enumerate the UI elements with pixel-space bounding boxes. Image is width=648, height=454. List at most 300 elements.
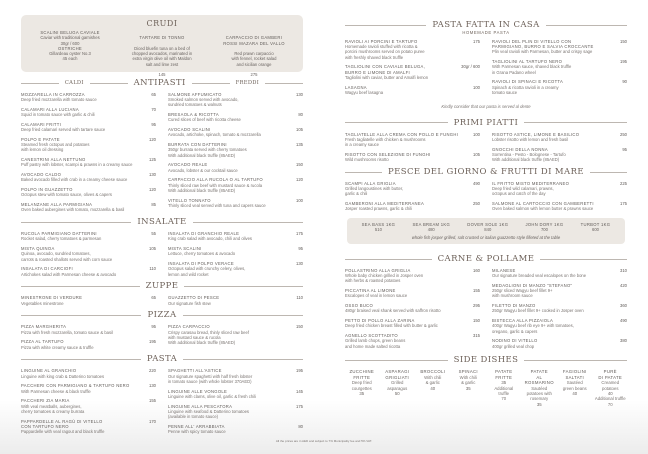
side-name: SPINACI: [458, 369, 478, 375]
two-column-items: [21, 92, 303, 217]
freddi-label: FREDDI: [235, 80, 260, 86]
divider-line: [345, 122, 448, 123]
item-price: 155: [149, 398, 156, 404]
section-title: SIDE DISHES: [453, 355, 519, 366]
item-name: GAMBERONI ALLA MEDITERRANEA: [345, 201, 425, 207]
item-desc: 400gr Wagyu beef rib eye 9+ with tomatoes, oregano, garlic & capers: [492, 323, 574, 334]
side-desc: Sautéed potatoes with rosemary: [526, 385, 552, 402]
item-price: 95: [622, 146, 627, 152]
item-name: BISTECCA ALLA PIZZAIOLA: [492, 318, 554, 324]
item-name: GUAZZETTO DI PESCE: [168, 295, 220, 301]
item-price: 220: [149, 368, 156, 374]
two-column-items: [21, 231, 303, 281]
side-price: 35: [465, 385, 471, 391]
item-desc: Pizza with white creamy sauce & truffle: [21, 344, 94, 350]
side-price: 35: [536, 401, 542, 407]
item-desc: Pizza with fresh mozzarella, tomato sauce & basil: [21, 329, 113, 335]
item-name: PENNE ALL' ARRABBIATA: [168, 423, 225, 429]
zuppe-header: [21, 281, 303, 291]
menu-item: [168, 295, 303, 305]
item-price: 250: [473, 201, 480, 207]
item-desc: Puff pastry with lobster, scampi & prawns in a creamy sauce: [21, 162, 133, 168]
menu-item: [168, 162, 303, 172]
menu-item: [492, 303, 627, 313]
fish-price: 840: [484, 227, 492, 233]
right-items: [168, 324, 303, 354]
menu-item: [492, 268, 627, 278]
menu-item: [168, 368, 303, 384]
pasta-casa-section: [345, 39, 627, 100]
left-items: [345, 181, 480, 216]
item-name: INSALATA DI POLPO VERACE: [168, 261, 234, 267]
item-name: PIZZA MARGHERITA: [21, 324, 67, 330]
menu-item: [21, 368, 156, 378]
left-items: [21, 368, 156, 438]
side-desc: Sautéed green beans: [562, 380, 587, 391]
menu-item: [168, 92, 303, 108]
section-title: PIZZA: [147, 310, 177, 321]
item-desc: Linguine with king crab & Datterino tomatoes: [21, 373, 105, 379]
item-name: FILETTO DI MANZO: [492, 303, 536, 309]
item-price: 95: [298, 246, 303, 252]
item-price: 120: [296, 177, 303, 183]
item-desc: 350gr burrata served with cherry tomatoes With additional black truffle (85AED): [168, 147, 247, 158]
item-name: RISOTTO CON SELEZIONE DI FUNGHI: [345, 151, 431, 157]
item-price: 310: [620, 267, 627, 273]
item-name: IL FRITTO MISTO MEDITERRANEO: [492, 180, 570, 186]
item-name: BURRATA CON DATTERINI: [168, 142, 227, 148]
item-desc: Red prawn carpaccio with fennel, rocket salad and sicilian orange: [231, 51, 277, 67]
item-desc: Octopus salad with crunchy celery, olives, lemon and wild rocket: [168, 266, 246, 277]
item-name: TAGLIOLINI CON CAVIALE BELUGA, BURRO E LIMONE DI AMALFI: [345, 64, 426, 75]
item-price: 195: [620, 59, 627, 65]
menu-item: [21, 339, 156, 349]
item-price: 150: [296, 162, 303, 168]
crudi-item: [27, 30, 113, 83]
item-name: OSTRICHE: [57, 45, 83, 51]
item-name: RAVIOLI DI SPINACI E RICOTTA: [492, 79, 564, 85]
item-price: 170: [149, 418, 156, 424]
item-price: 150: [296, 324, 303, 330]
item-desc: Oven baked salmon with lemon butter & prawns sauce: [492, 206, 594, 212]
item-desc: Wagyu beef lasagna: [345, 89, 384, 95]
menu-item: [168, 404, 303, 420]
menu-item: [21, 157, 156, 167]
item-name: MELANZANE ALLA PARMIGIANA: [21, 202, 93, 208]
item-desc: Quinoa, avocado, sundried tomatoes, carrots & roasted shallots served with corn sauce: [21, 251, 113, 262]
menu-item: [21, 137, 156, 153]
crudi-item: [211, 30, 297, 83]
side-dishes: [345, 369, 627, 407]
side-name: ASPARAGI GRIGLIATI: [385, 369, 410, 380]
menu-item: [21, 383, 156, 393]
item-header: [492, 39, 627, 49]
item-desc: Linguine with seafood & Datterino tomatoes (available in tomato sauce): [168, 408, 250, 420]
item-price: 100: [473, 131, 480, 137]
left-items: [21, 92, 156, 217]
menu-item: [168, 112, 303, 122]
side-desc: Deep fried courgettes: [351, 380, 372, 391]
menu-item: [492, 318, 627, 334]
item-desc: Our signature spaghetti with half fresh lobster in tomato sauce (with whole lobster 370AED): [168, 373, 253, 384]
item-name: AVOCADO CALDO: [21, 172, 62, 178]
item-desc: Caviar with traditional garnishes: [40, 35, 100, 41]
item-price: 225: [620, 180, 627, 186]
item-desc: Lettuce, cherry tomatoes & avocado: [168, 251, 236, 257]
item-name: RISOTTO ASTICE, LIMONE E BASILICO: [492, 131, 580, 137]
item-name: MOZZARELLA IN CARROZZA: [21, 92, 85, 97]
item-price: 315: [473, 333, 480, 339]
menu-item: [168, 231, 303, 241]
right-column: [345, 0, 627, 407]
item-desc: Deep fried wild calamari, prawns, octopus and catch of the day: [492, 186, 554, 197]
sides-header: [345, 355, 627, 365]
item-desc: Deep fried chicken breast filled with butter & garlic: [345, 323, 438, 329]
menu-item: [492, 338, 627, 348]
left-column: [21, 0, 303, 439]
item-name: PACCHERI ZIA MARIA: [21, 398, 70, 404]
side-dish-item: [523, 369, 557, 407]
item-price: 130: [296, 261, 303, 267]
menu-item: [21, 266, 156, 276]
menu-item: [168, 261, 303, 277]
carne-section: [345, 254, 627, 353]
item-name: MILANESE: [492, 267, 516, 273]
item-desc: Plin veal ravioli with Parmesan, butter and crispy sage: [492, 49, 593, 55]
item-desc: Vegetables minestrone: [21, 300, 64, 306]
whole-fish-item: [581, 222, 611, 233]
item-name: SCAMPI ALLA GRIGLIA: [345, 180, 396, 186]
item-price: 145: [296, 388, 303, 394]
item-desc: Gillardeau oyster No.3: [49, 51, 91, 57]
item-name: CALAMARI FRITTI: [21, 122, 62, 127]
divider-line: [193, 222, 303, 223]
whole-fish-item: [362, 222, 396, 233]
left-items: [345, 39, 480, 100]
primi-section: [345, 118, 627, 167]
item-desc: Wild mushrooms risotto: [345, 157, 389, 163]
item-desc: Thinly sliced raw beef with mustard sauce & rucola With additional black truffle (85AED): [168, 182, 263, 193]
menu-item: [345, 201, 480, 211]
menu-item: [168, 424, 303, 434]
item-name: PACCHERI CON PARMIGIANO & TARTUFO NERO: [21, 383, 130, 389]
right-items: [168, 295, 303, 310]
crudi-box: [21, 15, 303, 78]
right-items: [492, 39, 627, 100]
fish-name: JOHN DORY 1KG: [525, 222, 564, 228]
two-column-items: [21, 324, 303, 354]
item-name: POLLASTRINO ALLA GRIGLIA: [345, 267, 411, 273]
item-price: 150: [620, 39, 627, 44]
two-column-items: [345, 132, 627, 167]
item-name: AVOCADO REALE: [168, 162, 208, 168]
divider-line: [345, 259, 432, 260]
left-items: [21, 295, 156, 310]
menu-item: [168, 324, 303, 345]
item-price: 145: [158, 72, 166, 78]
side-price: 40: [607, 390, 613, 396]
item-desc: Our signature breaded veal escalopes on the bone: [492, 273, 587, 279]
item-header: [21, 419, 156, 429]
side-name: PATATE FRITTE: [495, 369, 513, 380]
item-name: RUCOLA PARMIGIANO DATTERINI: [21, 231, 97, 237]
item-price: 380: [620, 338, 627, 344]
item-desc: 400gr grilled veal chop: [492, 343, 535, 349]
side-name: ZUCCHINE FRITTE: [349, 369, 375, 380]
menu-item: [492, 283, 627, 299]
item-price: 175: [473, 39, 480, 44]
item-price: 95: [151, 324, 156, 330]
pizza-header: [21, 310, 303, 320]
primi-header: [345, 118, 627, 128]
item-price: 105: [296, 127, 303, 133]
item-desc: Penne with spicy tomato sauce: [168, 429, 226, 435]
divider-line: [21, 315, 141, 316]
item-desc: Avocado, lobster & our cocktail sauce: [168, 167, 238, 173]
item-price: 105: [149, 246, 156, 252]
menu-item: [21, 324, 156, 334]
item-price: 120: [149, 137, 156, 142]
item-price: 80: [298, 423, 303, 429]
item-price: 45 each: [62, 56, 78, 62]
fish-note: whole fish josper grilled, salt crusted or italian guazzetto style filleted at the table: [411, 234, 561, 240]
side-extra: Additional truffle 70: [594, 396, 626, 407]
section-title: PASTA: [146, 354, 178, 365]
divider-line: [345, 172, 382, 173]
side-price: 35: [359, 390, 365, 396]
item-name: SPAGHETTI ALL'ASTICE: [168, 368, 222, 374]
item-desc: Grilled lamb chops, green beans and home made salted ricotta: [345, 338, 406, 349]
menu-item: [345, 333, 480, 349]
menu-item: [168, 198, 303, 208]
pizza-section: [21, 310, 303, 354]
item-desc: Grilled langoustines with butter, garlic & chili: [345, 186, 404, 197]
item-name: INSALATA DI GRANCHIO REALE: [168, 231, 240, 237]
item-desc: Tagliolini with caviar, butter and Amalfi lemon: [345, 74, 429, 80]
crudi-title: CRUDI: [146, 19, 178, 28]
menu-item: [345, 181, 480, 197]
left-items: [345, 132, 480, 167]
side-dish-item: [594, 369, 628, 407]
section-subtitle: HOMEMADE PASTA: [462, 30, 510, 35]
item-name: LINGUINE ALLE VONGOLE: [168, 388, 228, 394]
item-desc: 250gr sliced Wagyu beef fillet 9+ with mushroom sauce: [492, 288, 553, 299]
section-title: PASTA FATTA IN CASA: [432, 20, 540, 30]
item-price: 150: [473, 318, 480, 324]
item-name: POLPO IN GUAZZETTO: [21, 187, 73, 193]
item-price: 195: [149, 339, 156, 345]
item-price: 175: [296, 231, 303, 237]
pesce-section: [345, 167, 627, 216]
menu-item: [492, 59, 627, 75]
item-desc: Steamed fresh octopus and potatoes with lemon oil dressing: [21, 142, 90, 153]
menu-item: [492, 147, 627, 163]
menu-item: [492, 201, 627, 211]
menu-item: [21, 231, 156, 241]
side-name: PURÈ DI PATATE: [598, 369, 623, 380]
item-name: POLPO E PATATE: [21, 137, 60, 142]
item-desc: Lobster risotto with lemon and fresh basil: [492, 136, 569, 142]
item-price: 195: [296, 368, 303, 374]
menu-item: [492, 79, 627, 95]
item-price: 80: [298, 112, 303, 118]
menu-item: [168, 127, 303, 137]
item-price: 250: [620, 131, 627, 137]
item-price: 55: [151, 231, 156, 237]
menu-item: [21, 246, 156, 262]
two-column-items: [345, 39, 627, 100]
item-desc: Thinly sliced veal served with tuna and capers sauce: [168, 202, 266, 208]
item-name: MEDAGLIONI DI MANZO "STEFANO": [492, 282, 573, 288]
item-desc: Homemade ravioli stuffed with ricotta & porcini mushrooms served on potato puree with freshly shaved black truffle: [345, 44, 425, 60]
menu-item: [345, 64, 480, 80]
item-name: MINESTRONE DI VERDURE: [21, 295, 83, 301]
item-name: TARTARE DI TONNO: [139, 35, 185, 41]
menu-item: [21, 398, 156, 414]
menu-item: [492, 39, 627, 55]
menu-item: [345, 303, 480, 313]
side-desc: Creamed potatoes: [601, 380, 620, 391]
item-name: AGNELLO SCOTTADITO: [345, 333, 398, 339]
item-name: INSALATA DI CARCIOFI: [21, 266, 73, 272]
item-name: MISTA QUINOA: [21, 246, 55, 252]
item-price: 100: [473, 84, 480, 90]
divider-line: [21, 359, 141, 360]
item-name: PIZZA CARPACCIO: [168, 324, 210, 330]
item-name: RAVIOLI AI PORCINI E TARTUFO: [345, 39, 418, 44]
side-dish-item: [558, 369, 592, 407]
menu-item: [168, 177, 303, 193]
menu-item: [21, 202, 156, 212]
menu-item: [492, 181, 627, 197]
section-title: CARNE & POLLAME: [437, 253, 535, 264]
divider-line: [184, 286, 303, 287]
item-price: 360: [620, 303, 627, 309]
side-name: PATATE AL ROSMARINO: [524, 369, 554, 386]
pasta-note: Kindly consider that our pasta is served al dente: [441, 103, 531, 109]
item-desc: 480gr braised veal shank served with saffron risotto: [345, 308, 441, 314]
item-desc: Artichokes salad with Parmesan cheese & avocado: [21, 271, 117, 277]
item-desc: Avocado, artichoke, spinach, tomato & mozzarella: [168, 132, 261, 138]
item-name: LINGUINE ALLA PESCATORA: [168, 403, 233, 409]
menu-item: [168, 142, 303, 158]
item-desc: Pappardelle with veal ragout and black truffle: [21, 429, 105, 435]
item-name: TAGLIATELLE ALLA CREMA CON POLLO E FUNGHI: [345, 131, 459, 137]
menu-item: [345, 288, 480, 298]
two-column-items: [345, 268, 627, 353]
item-price: 125: [149, 157, 156, 163]
item-price: 100: [296, 197, 303, 203]
item-name: SALMONE AL CARTOCCIO CON GAMBERETTI: [492, 201, 594, 207]
section-title: ZUPPE: [145, 281, 179, 292]
fish-price: 600: [591, 227, 599, 233]
divider-line: [21, 286, 140, 287]
right-items: [168, 368, 303, 438]
right-items: [492, 181, 627, 216]
item-desc: Smoked salmon served with avocado, sundried tomatoes & walnuts: [168, 97, 239, 108]
item-desc: Deep fried calamari served with tartare sauce: [21, 127, 106, 133]
item-price: 105: [473, 151, 480, 157]
menu-item: [168, 389, 303, 399]
item-desc: King crab salad with avocado, chili and olives: [168, 236, 253, 242]
side-name: BROCCOLI: [420, 369, 446, 375]
item-price: 30gr / 600: [461, 64, 480, 70]
item-desc: Deep fried mozzarella with tomato sauce: [21, 97, 97, 103]
item-name: SALMONE AFFUMICATO: [168, 92, 222, 97]
item-name: PETTO DI POLLO ALLA ZARINA: [345, 318, 415, 324]
item-name: PIZZA AL TARTUFO: [21, 339, 64, 345]
section-title: INSALATE: [137, 217, 187, 228]
item-price: 135: [296, 142, 303, 148]
item-desc: Sorrentina - Pesto - Bolognese - Tartufo With additional black truffle (85AED): [492, 151, 566, 163]
menu-item: [21, 172, 156, 182]
left-items: [21, 324, 156, 354]
item-desc: Octopus stew with tomato sauce, olives & capers: [21, 192, 113, 198]
item-desc: With Parmesan sauce, shaved black truffle in Grana Padano wheel: [492, 64, 572, 75]
menu-item: [492, 132, 627, 142]
item-desc: Diced bluefin tuna on a bed of chopped avocados, marinated in extra virgin olive oil with Maldon salt and lime zest: [131, 45, 193, 67]
divider-line: [540, 259, 627, 260]
item-name: NODINO DI VITELLO: [492, 338, 538, 344]
section-title: ANTIPASTI: [133, 78, 186, 88]
item-price: 130: [149, 172, 156, 178]
fish-name: DOVER SOLE 1KG: [467, 222, 509, 228]
fish-name: SEA BASS 1KG: [361, 222, 396, 228]
menu-item: [345, 39, 480, 60]
item-price: 85: [151, 202, 156, 208]
footer-note: All the prices are in AED and subject to 7% Municipality fee and 5% VAT.: [275, 439, 373, 443]
menu-item: [21, 295, 156, 305]
two-column-items: [345, 181, 627, 216]
side-price: 50: [394, 390, 400, 396]
whole-fish-item: [467, 222, 508, 233]
two-column-items: [21, 295, 303, 310]
divider-line: [524, 122, 627, 123]
fish-name: SEA BREAM 1KG: [412, 222, 451, 228]
whole-fish-item: [412, 222, 450, 233]
item-price: 110: [149, 266, 156, 272]
section-title: PRIMI PIATTI: [453, 117, 519, 128]
item-name: TAGLIOLINI AL TARTUFO NERO: [492, 59, 563, 65]
side-dish-item: [487, 369, 521, 407]
item-desc: Our signature fish stew: [168, 300, 211, 306]
menu-item: [345, 268, 480, 284]
item-name: CALAMARI ALLA LUCIANA: [21, 107, 79, 112]
fish-price: 700: [540, 227, 548, 233]
item-price: 275: [250, 72, 258, 78]
menu-item: [345, 85, 480, 95]
fish-price: 510: [374, 227, 382, 233]
item-name: OSSO BUCO: [345, 303, 374, 309]
menu-item: [345, 318, 480, 328]
item-price: 420: [620, 282, 627, 288]
item-desc: Josper roasted prawns, garlic & chili: [345, 206, 413, 212]
whole-fish-item: [525, 222, 563, 233]
insalate-header: [21, 217, 303, 227]
item-name: CARPACCIO ALLA RUCOLA O AL TARTUFO: [168, 177, 263, 183]
pasta-header: [21, 354, 303, 364]
item-desc: With veal meatballs, aubergines, cherry tomatoes & creamy burrata: [21, 403, 85, 414]
item-desc: Fresh tagliatelle with chicken & mushrooms in a creamy sauce: [345, 136, 426, 148]
item-price: 90: [622, 79, 627, 85]
left-items: [345, 268, 480, 353]
item-desc: Whole baby chicken grilled in Josper oven with herbs & roasted potatoes: [345, 273, 424, 284]
side-price: 40: [572, 390, 578, 396]
side-dish-item: [416, 369, 450, 407]
left-items: [21, 231, 156, 281]
item-price: 65: [151, 92, 156, 97]
menu-item: [345, 152, 480, 162]
